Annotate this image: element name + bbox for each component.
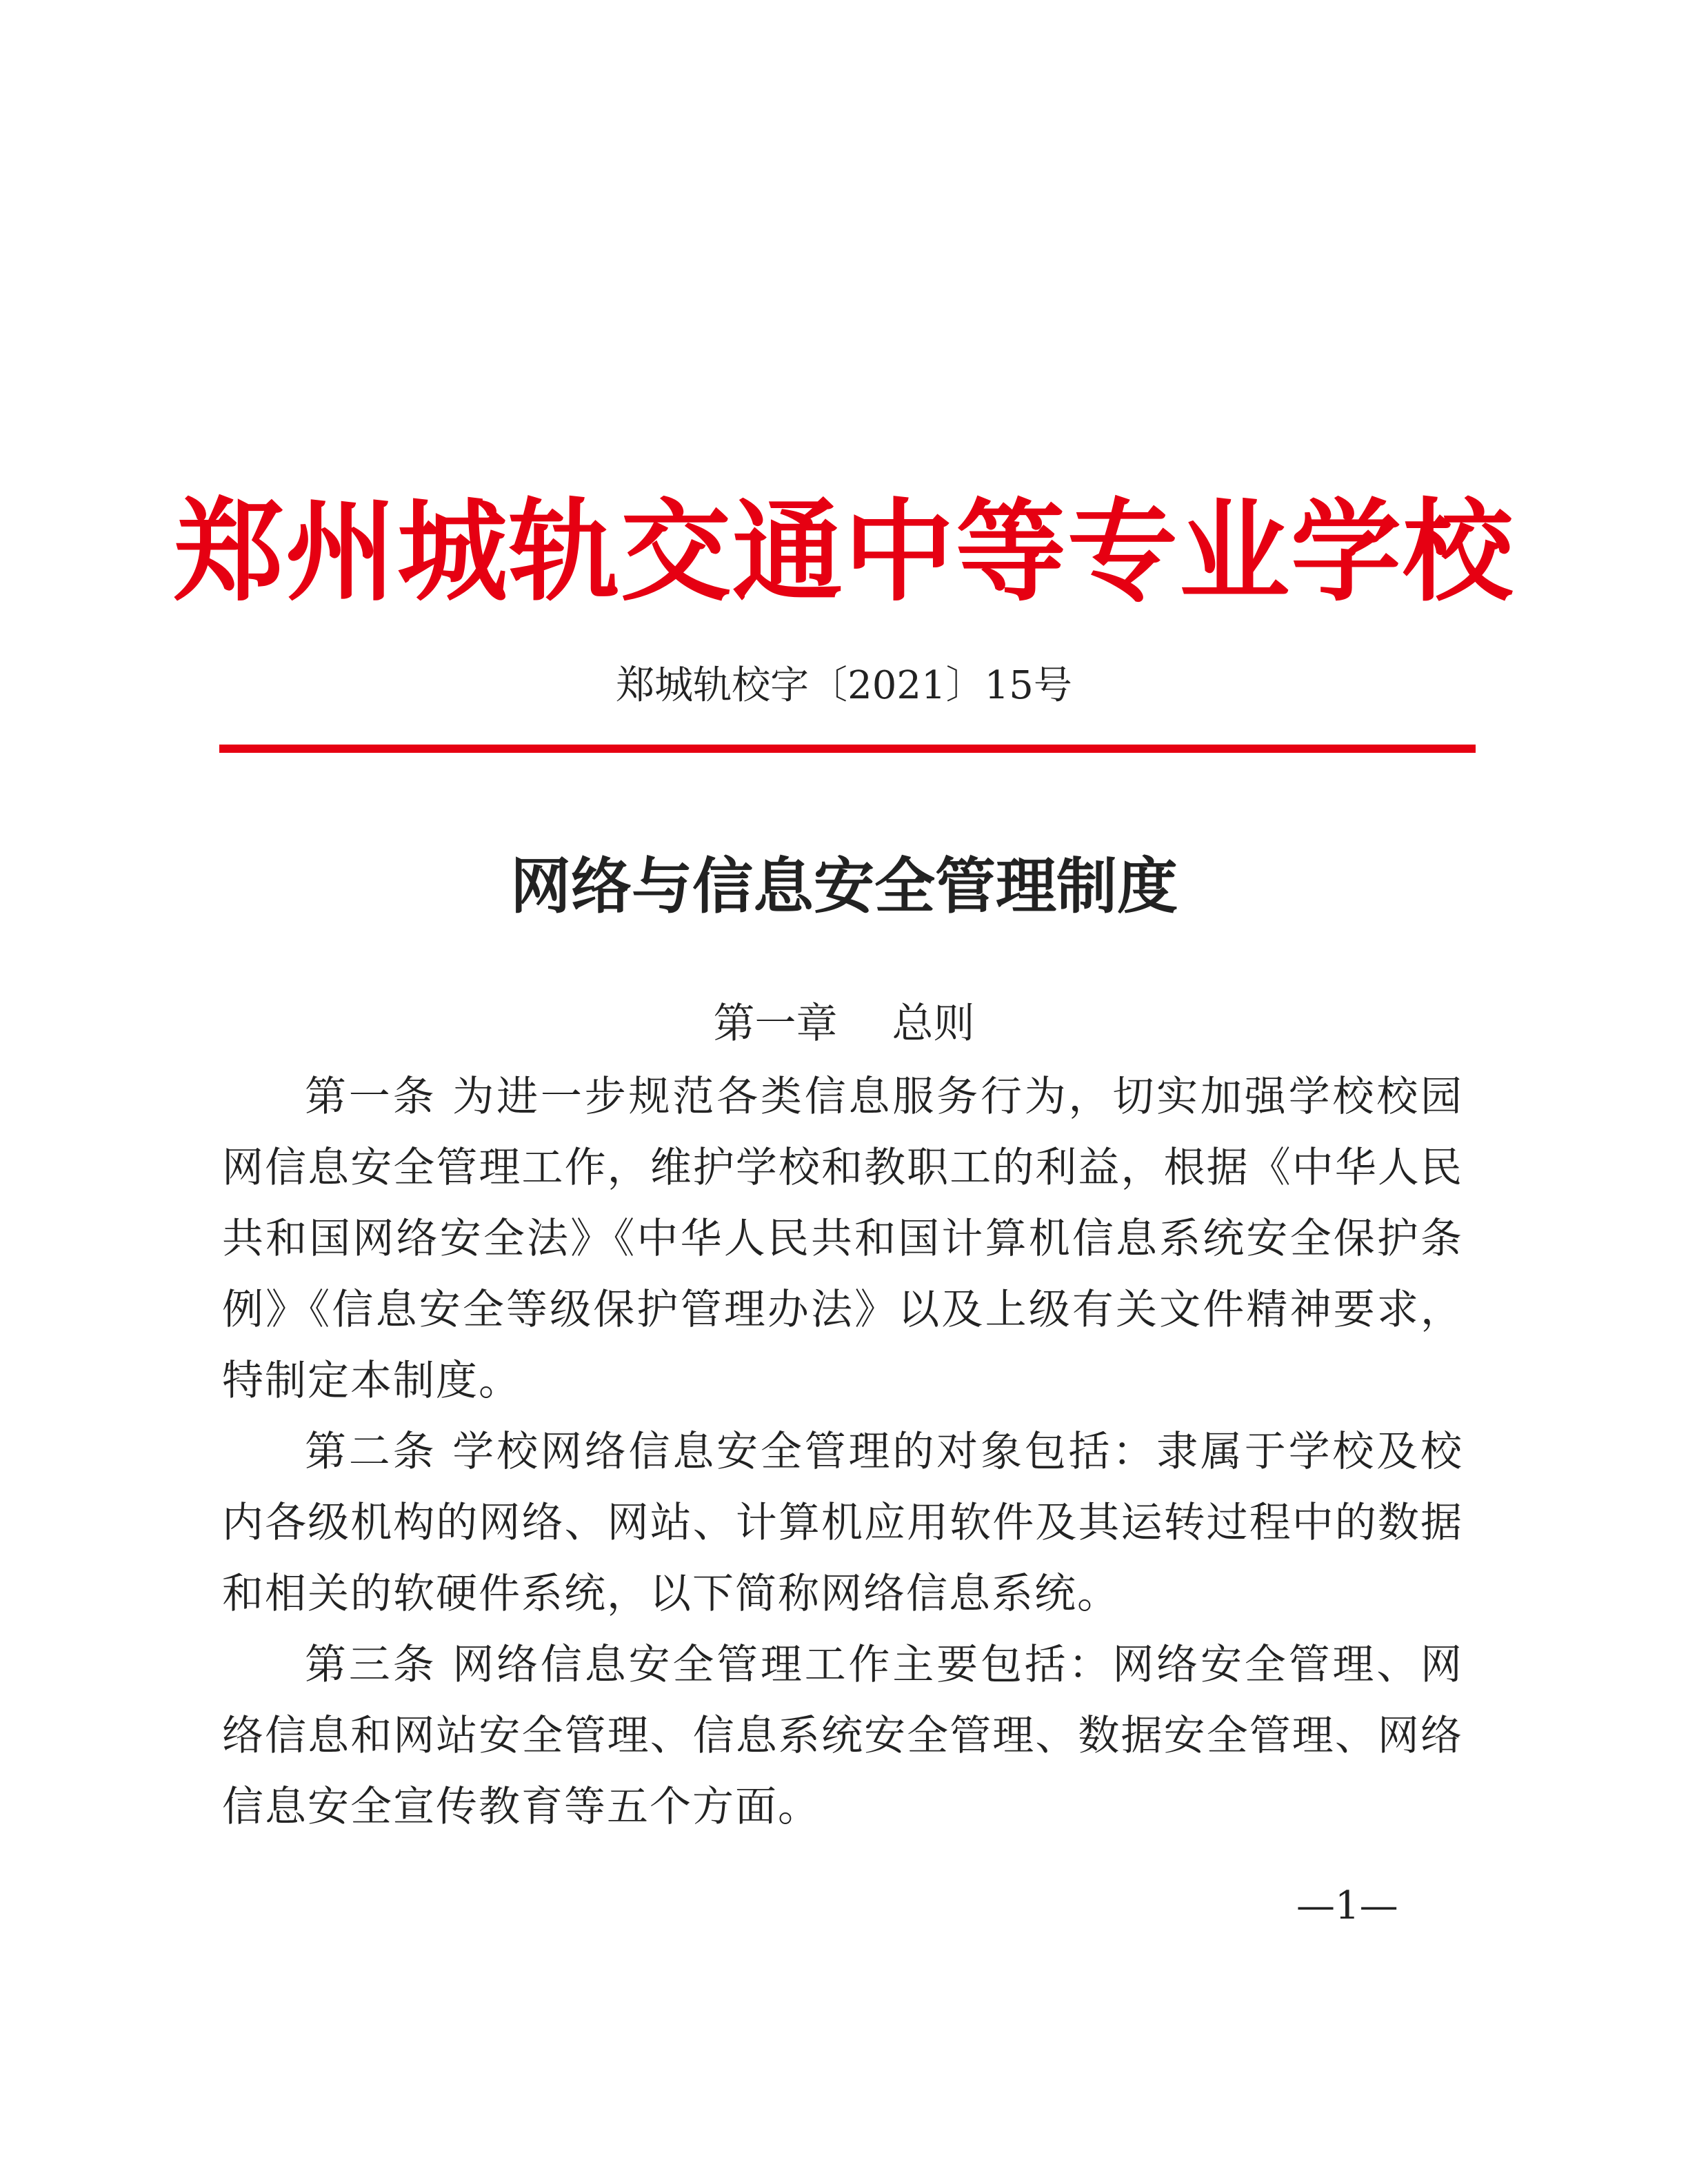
institution-header: 郑州城轨交通中等专业学校: [173, 487, 1514, 616]
document-title: 网络与信息安全管理制度: [510, 850, 1178, 922]
article-1-paragraph: 第一条 为进一步规范各类信息服务行为，切实加强学校校园网信息安全管理工作，维护学校和教职工的利益，根据《中华人民共和国网络安全法》《中华人民共和国计算机信息系统安全保护条例》《信息安全等级保护管理办法》以及上级有关文件精神要求，特制定本制度。: [222, 1073, 1463, 1405]
document-number: 郑城轨校字〔2021〕15号: [616, 663, 1072, 708]
article-3-paragraph: 第三条 网络信息安全管理工作主要包括：网络安全管理、网络信息和网站安全管理、信息系统安全管理、数据安全管理、网络信息安全宣传教育等五个方面。: [222, 1641, 1463, 1831]
document-body: [222, 1062, 1463, 1843]
chapter-heading: 第一章 总则: [713, 1000, 975, 1048]
red-divider-line: [219, 745, 1476, 753]
article-2-paragraph: 第二条 学校网络信息安全管理的对象包括：隶属于学校及校内各级机构的网络、网站、计算机应用软件及其运转过程中的数据和相关的软硬件系统，以下简称网络信息系统。: [222, 1428, 1463, 1618]
page-number: —1—: [1296, 1883, 1398, 1928]
